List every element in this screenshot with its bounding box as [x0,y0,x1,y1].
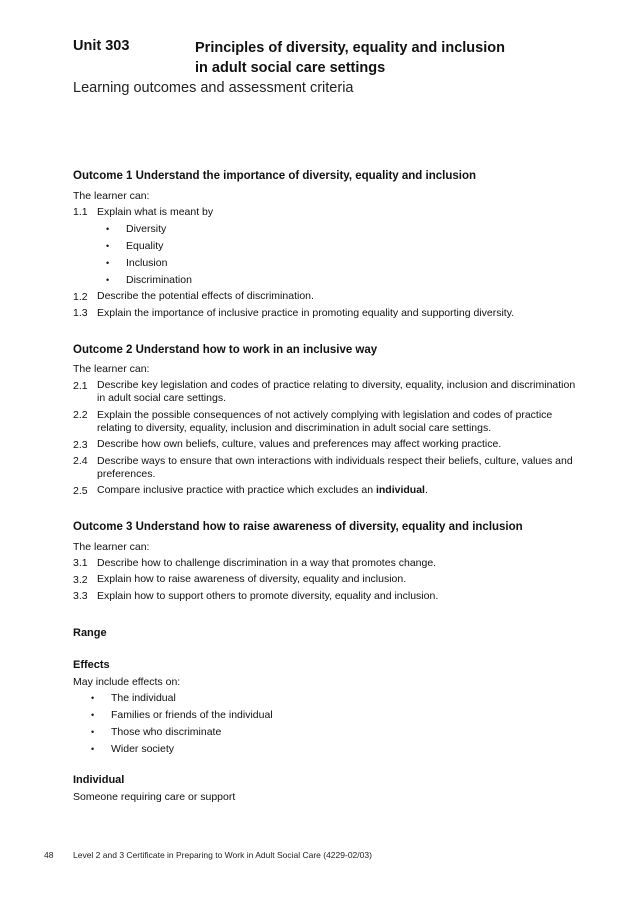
list-item-text: The individual [111,692,176,705]
spacer [73,605,583,625]
criterion-number: 3.3 [73,590,88,602]
outcome-1-section [73,168,583,322]
list-item [91,707,583,724]
bullet-icon: • [91,727,95,738]
bullet-icon: • [106,240,110,251]
individual-term: individual [375,484,425,496]
criterion-number: 2.1 [73,379,88,392]
list-item-text: Diversity [126,222,167,235]
spacer [73,641,583,657]
effects-intro: May include effects on: [73,675,181,688]
outcome-3-section [73,519,583,605]
criterion-text-main: Compare inclusive practice with practice which excludes an [97,484,376,496]
outcome-1-heading: Outcome 1 Understand the importance of diversity, equality and inclusion [73,170,476,182]
list-item-text: Inclusion [126,256,168,269]
list-item [106,272,583,289]
outcome-3-learner-can: The learner can: [73,540,150,553]
criterion-3-2 [73,572,583,589]
criterion-1-1-bullet-list [73,221,583,289]
criterion-1-1 [73,204,583,221]
criterion-number: 3.1 [73,557,88,569]
individual-heading: Individual [73,774,125,786]
effects-list [73,690,583,758]
outcome-2-heading: Outcome 2 Understand how to work in an inclusive way [73,343,378,356]
criterion-2-5 [73,483,583,500]
outcome-3-heading: Outcome 3 Understand how to raise awareness of diversity, equality and inclusion [73,521,523,533]
bullet-icon: • [106,274,110,285]
criterion-text: Explain what is meant by [97,205,214,218]
bullet-icon: • [91,693,95,704]
range-heading: Range [73,626,107,639]
criterion-text: Explain how to support others to promote diversity, equality and inclusion. [97,589,439,602]
criterion-text: Describe the potential effects of discrimination. [97,290,314,302]
criterion-number: 1.2 [73,290,88,303]
criterion-2-2 [73,407,583,437]
list-item-text: Families or friends of the individual [111,709,273,722]
criterion-number: 3.2 [73,573,88,586]
range-section [73,625,583,806]
criterion-number: 2.3 [73,438,88,451]
criterion-number: 2.2 [73,409,88,421]
spacer [73,322,583,342]
criterion-number: 2.4 [73,455,88,467]
criterion-2-4 [73,453,583,483]
unit-title-line-2: in adult social care settings [195,60,386,76]
unit-label: Unit 303 [73,38,130,54]
criterion-3-3 [73,588,583,605]
criterion-text: Explain the importance of inclusive practice in promoting equality and supporting diversity. [97,306,515,319]
list-item [91,690,583,707]
criterion-text: Explain how to raise awareness of diversity, equality and inclusion. [97,573,407,585]
outcome-2-learner-can: The learner can: [73,363,150,375]
list-item-text: Equality [126,239,164,252]
unit-title [195,38,595,78]
list-item [91,724,583,741]
spacer [73,499,583,519]
outcome-1-learner-can: The learner can: [73,189,150,202]
criterion-1-2 [73,289,583,306]
effects-heading: Effects [73,659,110,671]
bullet-icon: • [91,744,95,755]
criterion-2-3 [73,437,583,454]
bullet-icon: • [106,223,110,234]
footer-text: Level 2 and 3 Certificate in Preparing to Work in Adult Social Care (4229-02/03) [73,850,372,860]
criterion-text [97,483,583,500]
criterion-text: Describe ways to ensure that own interactions with individuals respect their beliefs, culture, values and preferences. [97,454,573,480]
criterion-text: Explain the possible consequences of not actively complying with legislation and codes of practice relating to diversity, equality, inclusion and discrimination in adult social care settings. [97,408,553,434]
spacer [73,758,583,772]
criterion-text: Describe how own beliefs, culture, values and preferences may affect working practice. [97,438,502,450]
criterion-2-1 [73,378,583,408]
page-subtitle: Learning outcomes and assessment criteria [73,80,354,96]
criterion-number: 2.5 [73,484,88,497]
bullet-icon: • [106,257,110,268]
criterion-text-end: . [424,484,428,496]
list-item-text: Discrimination [126,273,192,286]
criterion-text: Describe key legislation and codes of practice relating to diversity, equality, inclusion and discrimination in adult social care settings. [97,379,576,404]
criterion-number: 1.3 [73,307,88,319]
list-item [106,221,583,238]
criterion-1-3 [73,305,583,322]
outcome-2-section [73,342,583,500]
bullet-icon: • [91,710,95,721]
content [73,168,583,805]
criterion-text: Describe how to challenge discrimination in a way that promotes change. [97,556,437,569]
list-item-text: Those who discriminate [111,726,222,739]
page-number: 48 [44,850,54,860]
list-item [106,255,583,272]
list-item [91,741,583,758]
individual-definition: Someone requiring care or support [73,790,236,803]
unit-title-line-1: Principles of diversity, equality and inclusion [195,40,505,56]
criterion-3-1 [73,555,583,572]
list-item [106,238,583,255]
criterion-number: 1.1 [73,206,88,218]
list-item-text: Wider society [111,743,175,756]
